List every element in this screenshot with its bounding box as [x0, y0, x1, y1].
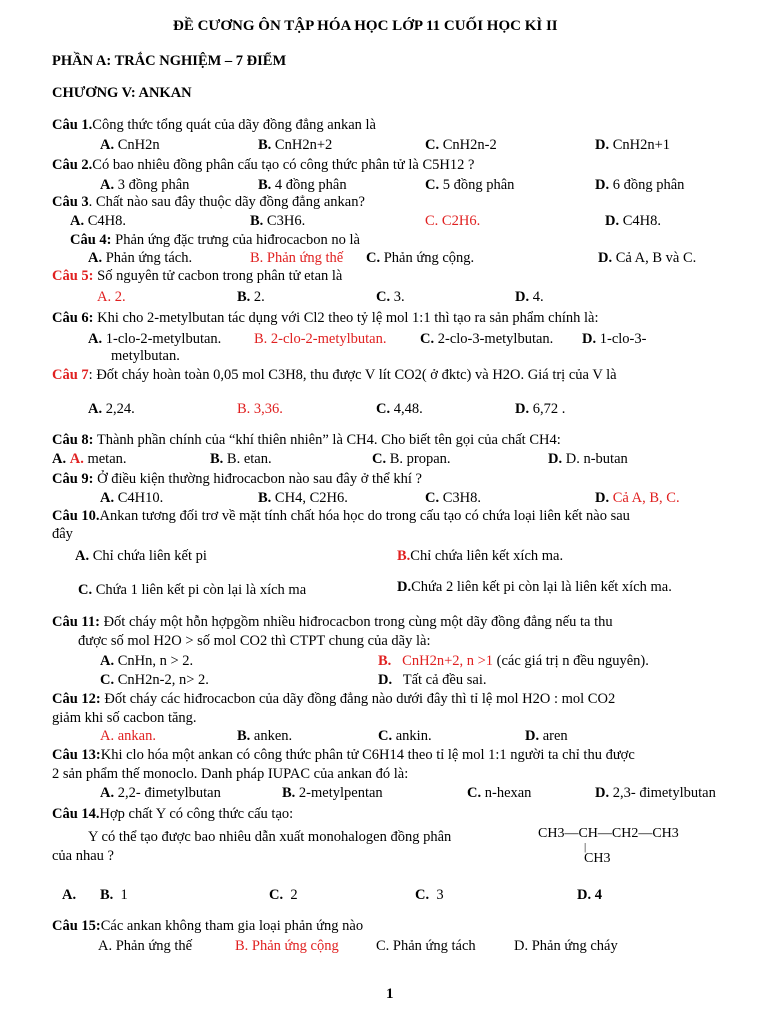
option-text: C. [269, 887, 284, 903]
option-text: C. [425, 490, 440, 506]
option-text: 3 đồng phân [117, 177, 190, 193]
question-7 [52, 366, 617, 384]
option-text: Phản ứng tách. [105, 250, 193, 266]
option-text: Chứa 1 liên kết pi còn lại là xích ma [95, 582, 307, 598]
q15-option-b-correct: B. Phản ứng cộng [235, 938, 339, 954]
option-text: . Chất nào sau đây thuộc dãy đồng đẳng ankan? [88, 194, 365, 210]
q15-option-d: D. Phản ứng cháy [514, 938, 618, 954]
option-text: Chỉ chứa liên kết xích ma. [410, 548, 564, 564]
question-12-continued: giảm khi số cacbon tăng. [52, 710, 197, 726]
q8-option-c [372, 450, 451, 468]
q11-option-b-correct [378, 652, 649, 670]
option-text: D. [515, 401, 530, 417]
option-text: 6 đồng phân [612, 177, 685, 193]
option-text: A. [52, 451, 67, 467]
q3-option-b [250, 212, 305, 230]
option-text: Câu 3 [52, 194, 89, 210]
q4-option-b-correct: B. Phản ứng thế [250, 250, 344, 266]
option-text: Câu 13: [52, 747, 101, 763]
option-text: C3H6. [266, 213, 306, 229]
option-text: C. [372, 451, 387, 467]
option-text: A. [100, 653, 115, 669]
option-text: Câu 5: [52, 268, 94, 284]
q12-option-b [237, 727, 292, 745]
option-text: C. [376, 401, 391, 417]
q10-option-b-correct [397, 547, 563, 565]
option-text: (các giá trị n đều nguyên). [496, 653, 649, 669]
question-15 [52, 917, 363, 935]
q2-option-a [100, 176, 189, 194]
option-text: Câu 8: [52, 432, 94, 448]
q1-option-a [100, 136, 160, 154]
question-text: Công thức tổng quát của dãy đồng đẳng ankan là [92, 117, 376, 133]
question-9 [52, 470, 422, 488]
option-text: D. [397, 579, 412, 595]
question-11-continued: được số mol H2O > số mol CO2 thì CTPT chung của dãy là: [78, 633, 431, 649]
q12-option-c [378, 727, 432, 745]
option-text: : Đốt cháy hoàn toàn 0,05 mol C3H8, thu được V lít CO2( ở đktc) và H2O. Giá trị của V là [88, 367, 617, 383]
option-text: C. [100, 672, 115, 688]
option-text: A. [100, 785, 115, 801]
option-text: Phản ứng đặc trưng của hiđrocacbon no là [115, 232, 360, 248]
q3-option-d [605, 212, 661, 230]
option-text: Đốt cháy một hỗn hợpgồm nhiều hiđrocacbon trong cùng một dãy đồng đẳng nếu ta thu [103, 614, 613, 630]
option-text: Cả A, B, C. [612, 490, 680, 506]
option-text: D. [595, 137, 610, 153]
option-text: Chỉ chứa liên kết pi [92, 548, 207, 564]
option-text: Chứa 2 liên kết pi còn lại là liên kết xích ma. [411, 579, 672, 595]
q8-option-a-correct [52, 450, 127, 468]
page-number: 1 [386, 986, 394, 1002]
option-text: Câu 9: [52, 471, 94, 487]
option-text: B. [378, 653, 392, 669]
option-text: 4. [532, 289, 544, 305]
option-text: CnH2n-2 [442, 137, 497, 153]
question-1 [52, 116, 376, 134]
question-14-continued-2: của nhau ? [52, 848, 114, 864]
option-text: C4H8. [87, 213, 127, 229]
option-text: Khi cho 2-metylbutan tác dụng với Cl2 theo tỷ lệ mol 1:1 thì tạo ra sản phẩm chính là: [97, 310, 599, 326]
option-text: Hợp chất Y có công thức cấu tạo: [99, 806, 294, 822]
question-6 [52, 309, 599, 327]
option-text: D. [548, 451, 563, 467]
option-text: Câu 4: [70, 232, 112, 248]
q9-option-c [425, 489, 481, 507]
q11-option-c [100, 671, 209, 689]
option-text: C. [425, 177, 440, 193]
option-text: Câu 10. [52, 508, 100, 524]
option-text: A. [88, 250, 103, 266]
q14-option-a [62, 886, 76, 904]
option-text: Ankan tương đối trơ về mặt tính chất hóa học do trong cấu tạo có chứa loại liên kết nào sau [99, 508, 630, 524]
q9-option-d-correct [595, 489, 680, 507]
q13-option-b [282, 784, 383, 802]
option-text: Cả A, B và C. [615, 250, 697, 266]
document-title: ĐỀ CƯƠNG ÔN TẬP HÓA HỌC LỚP 11 CUỐI HỌC KÌ II [173, 18, 558, 34]
q7-option-d [515, 400, 565, 418]
question-12 [52, 690, 615, 708]
option-text: C. [420, 331, 435, 347]
q5-option-d [515, 288, 544, 306]
option-text: A. [69, 451, 84, 467]
option-text: B. [250, 213, 264, 229]
option-text: CH4, C2H6. [274, 490, 348, 506]
q10-option-a [75, 547, 207, 565]
q7-option-b-correct: B. 3,36. [237, 401, 283, 417]
structural-formula: CH3—CH—CH2—CH3 [538, 826, 679, 841]
option-text: B. [100, 887, 114, 903]
question-11 [52, 613, 613, 631]
option-text: D. [605, 213, 620, 229]
option-text: Câu 7 [52, 367, 89, 383]
option-text: 4,48. [393, 401, 423, 417]
q9-option-a [100, 489, 163, 507]
option-text: B. [258, 490, 272, 506]
option-text: C. [415, 887, 430, 903]
option-text: C. [376, 289, 391, 305]
option-text: 2-clo-3-metylbutan. [437, 331, 554, 347]
question-4 [70, 231, 360, 249]
option-text: C. [425, 137, 440, 153]
option-text: C. [378, 728, 393, 744]
option-text: A. [75, 548, 90, 564]
option-text: A. [100, 177, 115, 193]
q15-option-a: A. Phản ứng thế [98, 938, 193, 954]
q3-option-a [70, 212, 126, 230]
q5-option-b [237, 288, 265, 306]
option-text: anken. [253, 728, 293, 744]
option-text: C4H8. [622, 213, 662, 229]
option-text: 2,3- đimetylbutan [612, 785, 716, 801]
option-text: 5 đồng phân [442, 177, 515, 193]
option-text: CnH2n-2, n> 2. [117, 672, 209, 688]
option-text: B. [397, 548, 411, 564]
option-text: D. [595, 490, 610, 506]
option-text: 3 [436, 887, 444, 903]
q15-option-c: C. Phản ứng tách [376, 938, 476, 954]
option-text: 2 [290, 887, 298, 903]
q2-option-c [425, 176, 514, 194]
option-text: D. [378, 672, 393, 688]
option-text: Câu 12: [52, 691, 101, 707]
q1-option-d [595, 136, 670, 154]
q6-option-c [420, 330, 553, 348]
option-text: 2. [253, 289, 265, 305]
option-text: 6,72 . [532, 401, 566, 417]
option-text: C. [78, 582, 93, 598]
option-text: B. [258, 137, 272, 153]
question-8 [52, 431, 561, 449]
option-text: B. [237, 728, 251, 744]
q5-option-a-correct: A. 2. [97, 289, 126, 305]
option-text: B. [258, 177, 272, 193]
option-text: CnH2n+2 [274, 137, 333, 153]
option-text: Câu 14. [52, 806, 100, 822]
option-text: B. [210, 451, 224, 467]
option-text: ankin. [395, 728, 432, 744]
option-text: Số nguyên tử cacbon trong phân tử etan là [97, 268, 343, 284]
q14-option-c-second [415, 886, 444, 904]
option-text: D. [515, 289, 530, 305]
q4-option-d [598, 249, 696, 267]
q12-option-d [525, 727, 568, 745]
option-text: Các ankan không tham gia loại phản ứng nào [100, 918, 364, 934]
q13-option-c [467, 784, 531, 802]
option-text: C4H10. [117, 490, 164, 506]
option-text: D. n-butan [565, 451, 628, 467]
option-text: D. [525, 728, 540, 744]
option-text: A. [88, 401, 103, 417]
option-text: B. propan. [389, 451, 451, 467]
q14-option-b [100, 886, 128, 904]
question-3 [52, 193, 365, 211]
option-text: Câu 15: [52, 918, 101, 934]
option-text: Đốt cháy các hiđrocacbon của dãy đồng đẳng nào dưới đây thì tỉ lệ mol H2O : mol CO2 [104, 691, 616, 707]
option-text: B. etan. [226, 451, 272, 467]
q8-option-d [548, 450, 628, 468]
part-a-heading: PHẦN A: TRẮC NGHIỆM – 7 ĐIỂM [52, 53, 287, 69]
q8-option-b [210, 450, 272, 468]
question-10-continued: đây [52, 526, 73, 542]
q6-option-d-continued: metylbutan. [111, 348, 180, 364]
option-text: n-hexan [484, 785, 532, 801]
option-text: A. [100, 490, 115, 506]
option-text: D. [582, 331, 597, 347]
q4-option-c [366, 249, 474, 267]
q10-option-c [78, 581, 306, 599]
q1-option-b [258, 136, 332, 154]
option-text: Câu 2. [52, 157, 93, 173]
option-text: D. [598, 250, 613, 266]
option-text: D. [595, 785, 610, 801]
q2-option-d [595, 176, 684, 194]
option-text: 2-metylpentan [298, 785, 383, 801]
q11-option-d [378, 671, 486, 689]
option-text: Phản ứng cộng. [383, 250, 475, 266]
branch-bond: | [584, 841, 587, 853]
option-text: Câu 11: [52, 614, 100, 630]
q13-option-a [100, 784, 221, 802]
option-text: 1-clo-3- [599, 331, 647, 347]
question-10 [52, 507, 630, 525]
option-text: Tất cả đều sai. [402, 672, 487, 688]
q14-option-d: D. 4 [577, 887, 602, 903]
option-text: Thành phần chính của “khí thiên nhiên” là CH4. Cho biết tên gọi của chất CH4: [96, 432, 561, 448]
option-text: CnH2n+1 [612, 137, 671, 153]
option-text: CnH2n+2, n >1 [402, 653, 494, 669]
option-text: Câu 6: [52, 310, 94, 326]
q6-option-d [582, 330, 646, 348]
option-text: C. [366, 250, 381, 266]
option-text: C. [467, 785, 482, 801]
option-text: CnHn, n > 2. [117, 653, 194, 669]
option-text: 2,2- đimetylbutan [117, 785, 221, 801]
option-text: A. [100, 137, 115, 153]
option-text: metan. [87, 451, 127, 467]
option-text: 2,24. [105, 401, 135, 417]
option-text: CnH2n [117, 137, 160, 153]
q1-option-c [425, 136, 497, 154]
q6-option-b-correct: B. 2-clo-2-metylbutan. [254, 331, 387, 347]
option-text: A. [88, 331, 103, 347]
q2-option-b [258, 176, 347, 194]
question-14 [52, 805, 293, 823]
question-5 [52, 267, 342, 285]
q10-option-d [397, 578, 672, 596]
option-text: aren [542, 728, 568, 744]
q11-option-a [100, 652, 193, 670]
question-label: Câu 1. [52, 117, 93, 133]
option-text: D. [595, 177, 610, 193]
q6-option-a [88, 330, 221, 348]
question-13 [52, 746, 635, 764]
option-text: 1 [120, 887, 128, 903]
question-13-continued: 2 sản phẩm thế monoclo. Danh pháp IUPAC của ankan đó là: [52, 766, 409, 782]
q5-option-c [376, 288, 405, 306]
question-2 [52, 156, 474, 174]
q14-option-c [269, 886, 298, 904]
chapter-heading: CHƯƠNG V: ANKAN [52, 85, 192, 101]
option-text: 3. [393, 289, 405, 305]
q7-option-a [88, 400, 135, 418]
q7-option-c [376, 400, 423, 418]
q9-option-b [258, 489, 348, 507]
question-14-continued: Y có thể tạo được bao nhiêu dẫn xuất monohalogen đồng phân [88, 829, 452, 845]
option-text: B. [237, 289, 251, 305]
structural-formula-branch: CH3 [584, 851, 611, 866]
q3-option-c-correct: C. C2H6. [425, 213, 481, 229]
option-text: A. [62, 887, 77, 903]
option-text: B. [282, 785, 296, 801]
option-text: A. [70, 213, 85, 229]
option-text: Ở điều kiện thường hiđrocacbon nào sau đây ở thể khí ? [97, 471, 422, 487]
q13-option-d [595, 784, 716, 802]
option-text: C3H8. [442, 490, 482, 506]
option-text: 1-clo-2-metylbutan. [105, 331, 222, 347]
q12-option-a-correct: A. ankan. [100, 728, 156, 744]
option-text: 4 đồng phân [274, 177, 347, 193]
option-text: Có bao nhiêu đồng phân cấu tạo có công thức phân tử là C5H12 ? [92, 157, 475, 173]
option-text: Khi clo hóa một ankan có công thức phân tử C6H14 theo tỉ lệ mol 1:1 người ta chỉ thu được [100, 747, 635, 763]
q4-option-a [88, 249, 192, 267]
